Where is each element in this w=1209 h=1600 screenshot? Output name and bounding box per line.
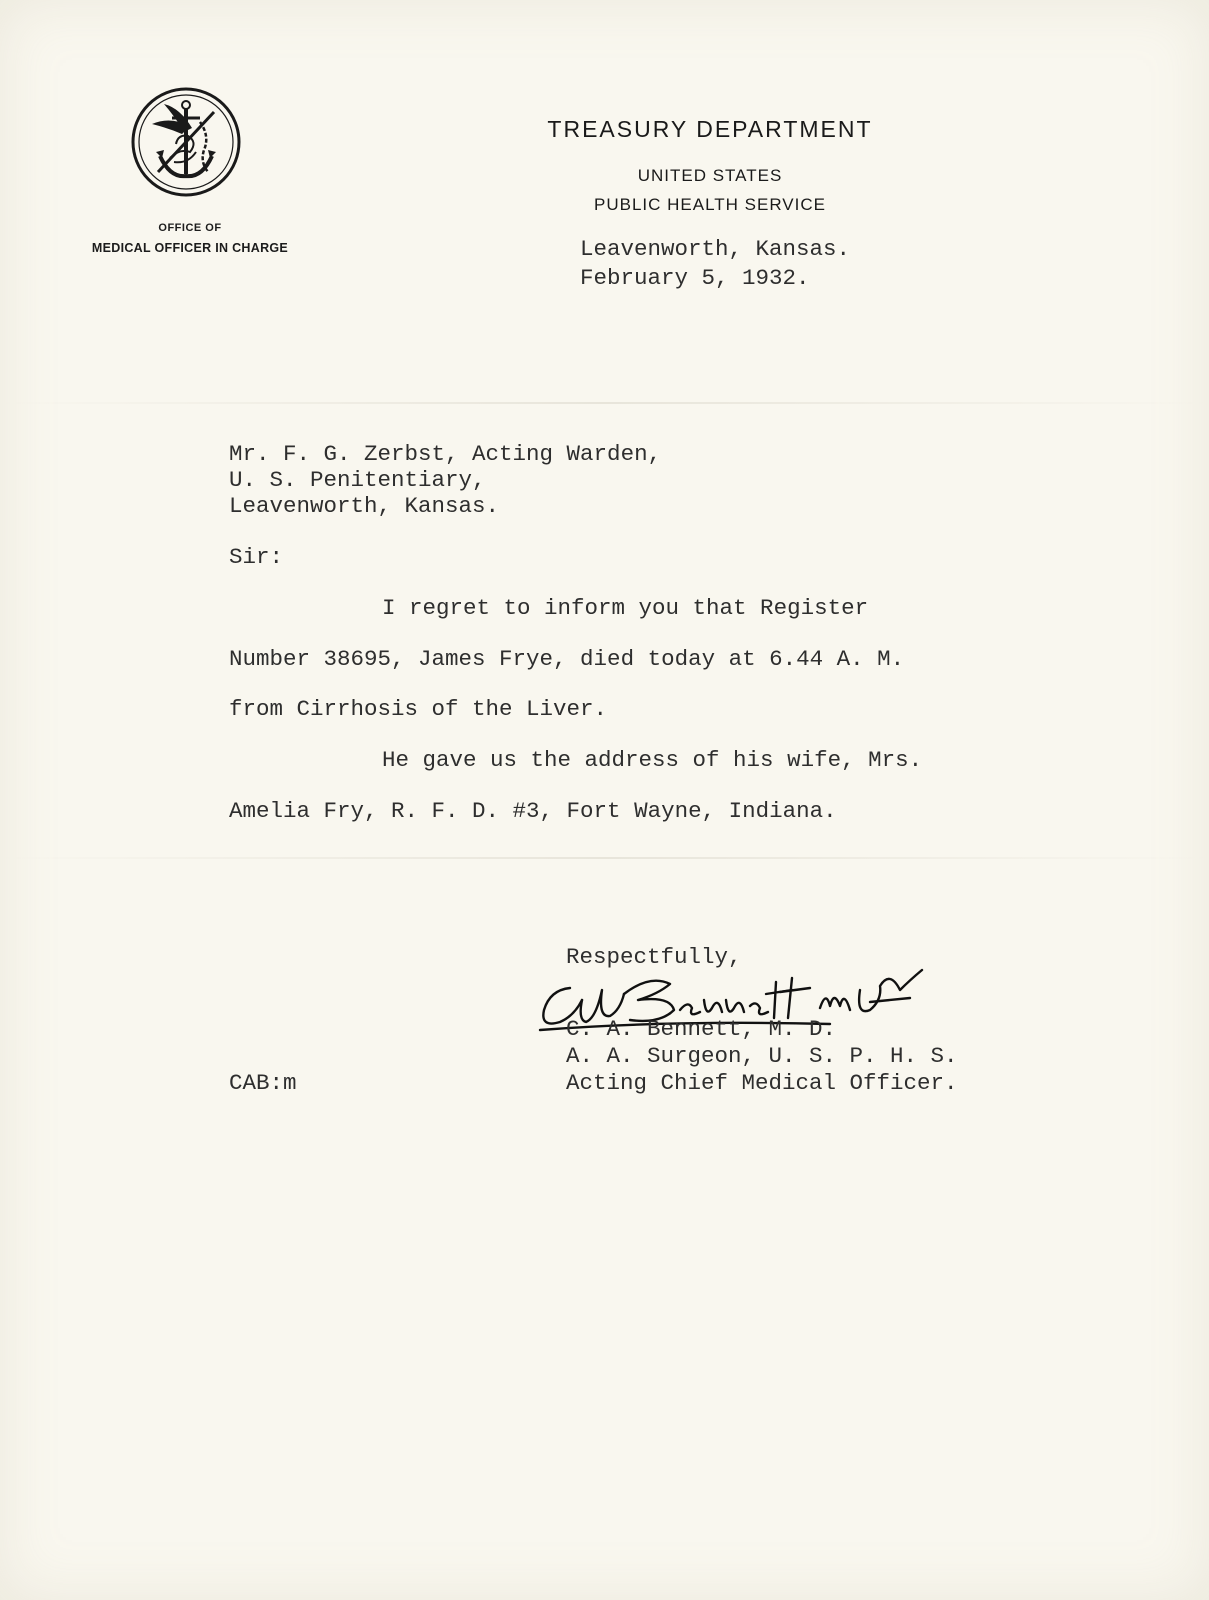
department-heading: TREASURY DEPARTMENT: [547, 116, 873, 142]
recipient-line: Mr. F. G. Zerbst, Acting Warden,: [229, 441, 662, 467]
office-label: OFFICE OF: [158, 222, 222, 234]
country-heading: UNITED STATES: [637, 166, 783, 185]
reference-initials: CAB:m: [229, 1070, 297, 1096]
valediction: Respectfully,: [566, 944, 742, 970]
public-health-service-seal-icon: [130, 86, 242, 198]
dateline-date: February 5, 1932.: [580, 265, 810, 291]
signer-title: A. A. Surgeon, U. S. P. H. S.: [566, 1043, 958, 1069]
signer-title: Acting Chief Medical Officer.: [566, 1070, 958, 1096]
dateline-place: Leavenworth, Kansas.: [580, 236, 851, 262]
body-line: He gave us the address of his wife, Mrs.: [382, 747, 923, 773]
service-heading: PUBLIC HEALTH SERVICE: [594, 195, 826, 214]
body-line: Number 38695, James Frye, died today at 6.44 A. M.: [229, 646, 905, 672]
paper-fold: [0, 402, 1209, 404]
body-line: Amelia Fry, R. F. D. #3, Fort Wayne, Indiana.: [229, 798, 837, 824]
recipient-line: U. S. Penitentiary,: [229, 467, 486, 493]
salutation: Sir:: [229, 544, 284, 570]
body-line: I regret to inform you that Register: [382, 595, 869, 621]
body-line: from Cirrhosis of the Liver.: [229, 696, 608, 722]
office-title: MEDICAL OFFICER IN CHARGE: [91, 241, 289, 255]
signer-name: C. A. Bennett, M. D.: [566, 1016, 837, 1042]
recipient-line: Leavenworth, Kansas.: [229, 493, 500, 519]
paper-fold: [0, 857, 1209, 859]
